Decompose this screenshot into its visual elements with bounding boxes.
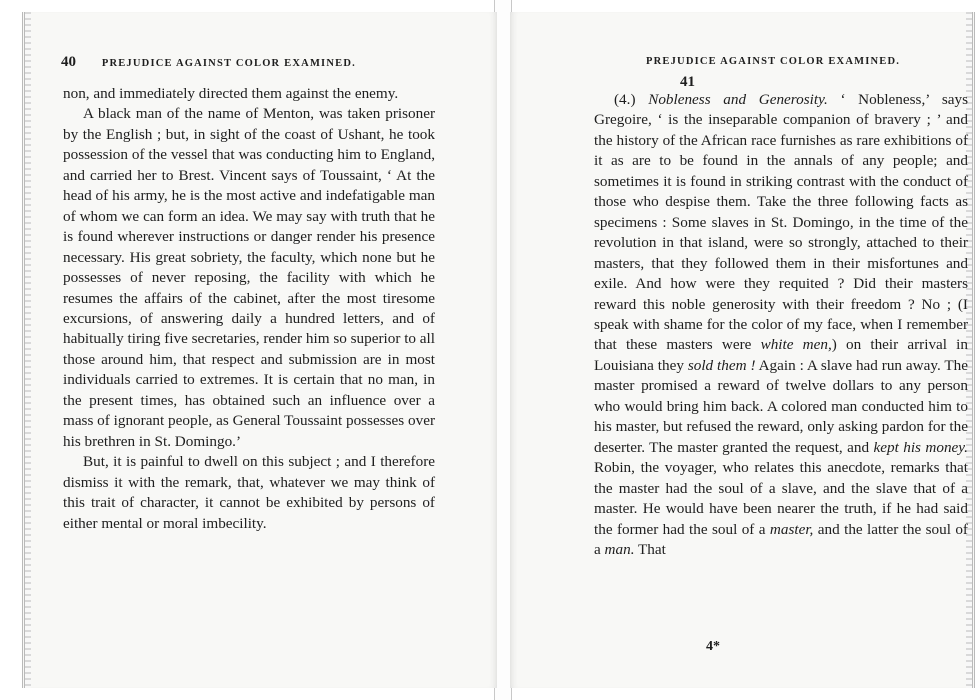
left-page-number: 40 (61, 54, 76, 70)
emphasis-man: man. (604, 540, 635, 558)
section-number: (4.) (614, 91, 636, 108)
left-paragraph-3: But, it is painful to dwell on this subject ; and I therefore dismiss it with the remark, that, whatever we may think of this trait of character, it cannot be exhibited by persons of either mental or moral imbecility. (63, 453, 435, 532)
emphasis-white-men: white men, (760, 336, 832, 354)
text-run-e: and the latter the soul of a (594, 520, 968, 558)
emphasis-sold-them: sold them ! (687, 356, 756, 374)
text-run-f: That (634, 540, 666, 558)
left-page-edge (25, 12, 31, 688)
emphasis-master: master, (769, 520, 814, 538)
right-running-header (646, 52, 946, 90)
left-running-head: PREJUDICE AGAINST COLOR EXAMINED. (101, 58, 356, 69)
section-title: Nobleness and Generosity. (648, 91, 828, 108)
right-paragraph-1 (594, 90, 968, 560)
emphasis-kept-money: kept his money. (873, 438, 968, 456)
signature-mark: 4* (706, 639, 720, 654)
text-run-d: Robin, the voyager, who relates this anecdote, remarks that the master had the soul of a slave, and the slave that of a master. He would have been nearer the truth, if he had said the former had the soul of a (594, 459, 968, 538)
text-run-b: ) on their arrival in Louisiana they (594, 336, 968, 374)
right-page-number: 41 (680, 74, 695, 90)
left-paragraph-1: non, and immediately directed them against the enemy. (63, 85, 399, 102)
left-page-body (63, 84, 435, 534)
right-running-head: PREJUDICE AGAINST COLOR EXAMINED. (646, 56, 901, 67)
left-page (22, 12, 497, 688)
right-page-body (594, 90, 968, 560)
left-running-header (61, 52, 461, 72)
right-page (510, 12, 975, 688)
text-run-c: Again : A slave had run away. The master promised a reward of twelve dollars to any person who would bring him back. A colored man conducted him to his master, but refused the reward, only asking pardon for the deserter. The master granted the request, and (594, 356, 968, 456)
left-paragraph-2: A black man of the name of Menton, was taken prisoner by the English ; but, in sight of the coast of Ushant, he took possession of the vessel that was conducting him to England, and carried her to Brest. Vincent says of Toussaint, ‘ At the head of his army, he is the most active and indefatigable man of whom we can form an idea. We may say with truth that he is found wherever instructions or danger render his presence necessary. His great sobriety, the faculty, which none but he possesses of never reposing, the facility with which he resumes the affairs of the cabinet, after the most tiresome excursions, of answering daily a hundred letters, and of habitually tiring five secretaries, render him so superior to all those around him, that respect and submission are in most individuals carried to extremes. It is certain that no man, in the present times, has obtained such an influence over a mass of ignorant people, as General Toussaint possesses over his brethren in St. Domingo.’ (63, 105, 435, 450)
text-run-a: ‘ Nobleness,’ says Gregoire, ‘ is the inseparable companion of bravery ; ’ and the history of the African race furnishes as rare exhibitions of it as are to be found in the annals of any people; and sometimes it is found in striking contrast with the conduct of those who despise them. Take the three following facts as specimens : Some slaves in St. Domingo, in the time of the revolution in that island, were so strongly, attached to their masters, that they followed them in their misfortunes and exile. And how were they requited ? Did their masters reward this noble generosity with their freedom ? No ; (I speak with shame for the color of my face, when I remember that these masters were (594, 91, 968, 354)
